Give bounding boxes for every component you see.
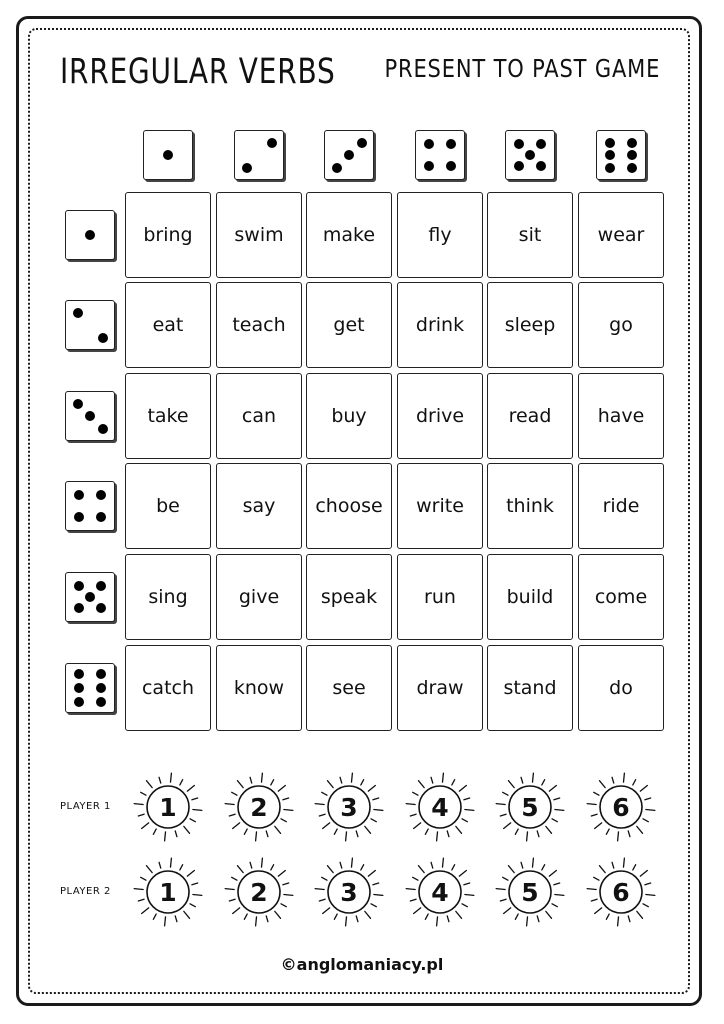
verb-cell	[216, 373, 302, 459]
verb-cell	[397, 373, 483, 459]
score-sun[interactable]	[586, 857, 656, 927]
die-pip	[446, 139, 456, 149]
verb-cell	[306, 554, 392, 640]
row-die-5	[65, 572, 115, 622]
die-pip	[627, 150, 637, 160]
die-pip	[74, 603, 84, 613]
verb-cell	[306, 282, 392, 368]
verb-label: drink	[415, 314, 465, 336]
column-die-1	[143, 130, 193, 180]
die-pip	[514, 161, 524, 171]
die-pip	[514, 139, 524, 149]
verb-cell	[487, 373, 573, 459]
die-pip	[536, 161, 546, 171]
score-sun[interactable]	[314, 772, 384, 842]
verb-cell	[397, 554, 483, 640]
verb-label: go	[609, 314, 633, 336]
verb-cell	[487, 463, 573, 549]
verb-cell	[306, 463, 392, 549]
verb-cell	[125, 645, 211, 731]
verb-cell	[397, 192, 483, 278]
column-die-6	[596, 130, 646, 180]
row-die-2	[65, 300, 115, 350]
die-pip	[332, 163, 342, 173]
verb-cell	[487, 645, 573, 731]
die-pip	[74, 581, 84, 591]
verb-label: teach	[232, 314, 286, 336]
verb-label: swim	[234, 224, 284, 246]
die-pip	[73, 399, 83, 409]
sun-number: 3	[340, 877, 358, 907]
verb-cell	[216, 645, 302, 731]
score-sun[interactable]	[405, 857, 475, 927]
die-pip	[536, 139, 546, 149]
player-label: PLAYER 1	[60, 801, 111, 812]
verb-cell	[216, 463, 302, 549]
die-pip	[96, 697, 106, 707]
verb-label: can	[241, 405, 277, 427]
sun-number: 1	[159, 877, 177, 907]
verb-cell	[397, 463, 483, 549]
sun-number: 6	[612, 792, 630, 822]
verb-label: be	[156, 495, 180, 517]
column-die-4	[415, 130, 465, 180]
column-die-3	[324, 130, 374, 180]
page-title: IRREGULAR VERBS	[60, 52, 336, 92]
die-pip	[96, 581, 106, 591]
sun-number: 4	[431, 877, 449, 907]
footer-credit	[0, 955, 724, 974]
verb-cell	[125, 463, 211, 549]
die-pip	[73, 308, 83, 318]
column-die-2	[234, 130, 284, 180]
score-sun[interactable]	[224, 772, 294, 842]
die-pip	[96, 512, 106, 522]
verb-cell	[578, 554, 664, 640]
verb-label: eat	[152, 314, 184, 336]
verb-label: ride	[602, 495, 640, 517]
footer-site: anglomaniacy.pl	[296, 955, 444, 974]
die-pip	[605, 138, 615, 148]
die-pip	[96, 683, 106, 693]
die-pip	[85, 592, 95, 602]
score-sun[interactable]	[495, 772, 565, 842]
verb-label: stand	[503, 677, 557, 699]
verb-label: run	[424, 586, 456, 608]
die-pip	[85, 411, 95, 421]
verb-label: see	[332, 677, 366, 699]
die-pip	[424, 161, 434, 171]
verb-label: make	[322, 224, 376, 246]
verb-cell	[216, 554, 302, 640]
verb-label: drive	[415, 405, 465, 427]
verb-label: sing	[148, 586, 188, 608]
die-pip	[627, 138, 637, 148]
verb-cell	[578, 373, 664, 459]
die-pip	[74, 669, 84, 679]
verb-label: sleep	[504, 314, 556, 336]
verb-cell	[578, 282, 664, 368]
verb-cell	[306, 645, 392, 731]
die-pip	[357, 138, 367, 148]
verb-cell	[216, 282, 302, 368]
die-pip	[605, 150, 615, 160]
column-die-5	[505, 130, 555, 180]
sun-number: 4	[431, 792, 449, 822]
verb-cell	[578, 645, 664, 731]
verb-label: build	[506, 586, 554, 608]
sun-number: 6	[612, 877, 630, 907]
row-die-4	[65, 481, 115, 531]
die-pip	[98, 333, 108, 343]
row-die-6	[65, 663, 115, 713]
verb-label: draw	[416, 677, 464, 699]
die-pip	[525, 150, 535, 160]
verb-label: know	[233, 677, 285, 699]
verb-cell	[306, 373, 392, 459]
die-pip	[74, 512, 84, 522]
score-sun[interactable]	[224, 857, 294, 927]
verb-label: choose	[315, 495, 383, 517]
die-pip	[74, 697, 84, 707]
verb-label: write	[416, 495, 464, 517]
die-pip	[85, 230, 95, 240]
verb-cell	[487, 192, 573, 278]
sun-number: 1	[159, 792, 177, 822]
verb-cell	[487, 554, 573, 640]
row-die-1	[65, 210, 115, 260]
verb-label: catch	[141, 677, 195, 699]
verb-label: give	[238, 586, 280, 608]
sun-number: 5	[521, 877, 539, 907]
verb-label: think	[506, 495, 554, 517]
verb-cell	[125, 373, 211, 459]
verb-label: bring	[143, 224, 193, 246]
sun-number: 2	[250, 792, 268, 822]
verb-label: take	[147, 405, 189, 427]
copyright-icon: ©	[280, 955, 297, 974]
verb-cell	[578, 192, 664, 278]
verb-cell	[125, 192, 211, 278]
verb-label: fly	[428, 224, 452, 246]
verb-label: have	[597, 405, 645, 427]
row-die-3	[65, 391, 115, 441]
die-pip	[446, 161, 456, 171]
score-sun[interactable]	[586, 772, 656, 842]
die-pip	[627, 163, 637, 173]
die-pip	[96, 490, 106, 500]
score-sun[interactable]	[405, 772, 475, 842]
sun-number: 3	[340, 792, 358, 822]
verb-label: speak	[320, 586, 378, 608]
die-pip	[96, 669, 106, 679]
verb-label: sit	[518, 224, 542, 246]
verb-label: get	[333, 314, 365, 336]
verb-label: come	[594, 586, 648, 608]
die-pip	[163, 150, 173, 160]
die-pip	[344, 150, 354, 160]
verb-cell	[397, 282, 483, 368]
die-pip	[98, 424, 108, 434]
verb-cell	[578, 463, 664, 549]
verb-cell	[125, 282, 211, 368]
die-pip	[605, 163, 615, 173]
verb-label: buy	[331, 405, 367, 427]
sun-number: 5	[521, 792, 539, 822]
die-pip	[267, 138, 277, 148]
verb-label: wear	[597, 224, 645, 246]
verb-label: say	[242, 495, 276, 517]
die-pip	[74, 683, 84, 693]
player-label: PLAYER 2	[60, 886, 111, 897]
page-subtitle: PRESENT TO PAST GAME	[384, 54, 660, 83]
die-pip	[424, 139, 434, 149]
die-pip	[96, 603, 106, 613]
die-pip	[74, 490, 84, 500]
die-pip	[242, 163, 252, 173]
verb-label: do	[609, 677, 633, 699]
score-sun[interactable]	[133, 772, 203, 842]
verb-cell	[216, 192, 302, 278]
verb-cell	[487, 282, 573, 368]
verb-cell	[397, 645, 483, 731]
sun-number: 2	[250, 877, 268, 907]
verb-cell	[306, 192, 392, 278]
verb-label: read	[508, 405, 552, 427]
score-sun[interactable]	[495, 857, 565, 927]
score-sun[interactable]	[314, 857, 384, 927]
score-sun[interactable]	[133, 857, 203, 927]
verb-cell	[125, 554, 211, 640]
